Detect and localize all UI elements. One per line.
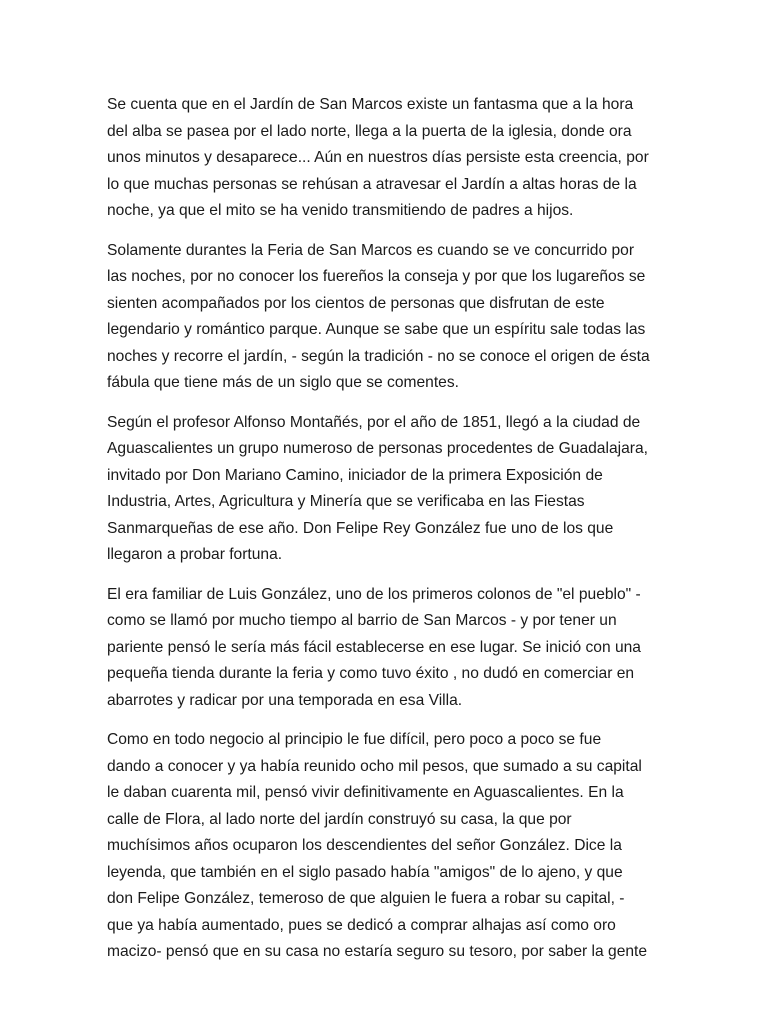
text-line: leyenda, que también en el siglo pasado había "amigos" de lo ajeno, y que	[107, 863, 623, 881]
text-line: las noches, por no conocer los fuereños la conseja y por que los lugareños se	[107, 268, 646, 285]
text-line: Según el profesor Alfonso Montañés, por el año de 1851, llegó a la ciudad de	[107, 413, 641, 431]
text-line: dando a conocer y ya había reunido ocho mil pesos, que sumado a su capital	[107, 757, 642, 775]
text-line: lo que muchas personas se rehúsan a atravesar el Jardín a altas horas de la	[107, 175, 637, 193]
text-line: fábula que tiene más de un siglo que se comentes.	[107, 374, 459, 391]
text-line: noches y recorre el jardín, - según la tradición - no se conoce el origen de ésta	[107, 347, 650, 365]
text-line: pequeña tienda durante la feria y como tuvo éxito , no dudó en comerciar en	[107, 665, 635, 682]
text-line: legendario y romántico parque. Aunque se sabe que un espíritu sale todas las	[107, 321, 646, 338]
text-line: macizo- pensó que en su casa no estaría seguro su tesoro, por saber la gente	[107, 943, 648, 960]
paragraph-1	[107, 92, 663, 225]
text-line: Aguascalientes un grupo numeroso de personas procedentes de Guadalajara,	[107, 440, 648, 457]
text-line: que ya había aumentado, pues se dedicó a comprar alhajas así como oro	[107, 916, 616, 934]
text-line: abarrotes y radicar por una temporada en esa Villa.	[107, 691, 463, 709]
text-line: llegaron a probar fortuna.	[107, 546, 283, 563]
text-line: le daban cuarenta mil, pensó vivir definitivamente en Aguascalientes. En la	[107, 784, 624, 801]
text-line: pariente pensó le sería más fácil establecerse en ese lugar. Se inició con una	[107, 638, 641, 656]
paragraph-4	[107, 582, 663, 715]
text-line: El era familiar de Luis González, uno de los primeros colonos de "el pueblo" -	[107, 585, 641, 603]
paragraph-2	[107, 238, 663, 397]
text-line: Sanmarqueñas de ese año. Don Felipe Rey González fue uno de los que	[107, 519, 614, 537]
text-line: muchísimos años ocuparon los descendientes del señor González. Dice la	[107, 837, 622, 854]
text-line: unos minutos y desaparece... Aún en nuestros días persiste esta creencia, por	[107, 149, 649, 166]
text-line: como se llamó por mucho tiempo al barrio de San Marcos - y por tener un	[107, 612, 617, 629]
paragraph-5	[107, 727, 663, 966]
text-line: del alba se pasea por el lado norte, llega a la puerta de la iglesia, donde ora	[107, 122, 632, 140]
text-line: Se cuenta que en el Jardín de San Marcos existe un fantasma que a la hora	[107, 96, 634, 113]
text-line: sienten acompañados por los cientos de personas que disfrutan de este	[107, 294, 605, 312]
text-line: Como en todo negocio al principio le fue difícil, pero poco a poco se fue	[107, 731, 602, 748]
paragraph-3	[107, 410, 663, 569]
text-line: don Felipe González, temeroso de que alguien le fuera a robar su capital, -	[107, 890, 625, 907]
text-line: Industria, Artes, Agricultura y Minería que se verificaba en las Fiestas	[107, 493, 585, 510]
text-line: calle de Flora, al lado norte del jardín construyó su casa, la que por	[107, 810, 572, 828]
text-line: noche, ya que el mito se ha venido transmitiendo de padres a hijos.	[107, 202, 574, 219]
text-line: invitado por Don Mariano Camino, iniciador de la primera Exposición de	[107, 466, 603, 484]
text-line: Solamente durantes la Feria de San Marcos es cuando se ve concurrido por	[107, 241, 635, 259]
document-page	[107, 92, 663, 979]
